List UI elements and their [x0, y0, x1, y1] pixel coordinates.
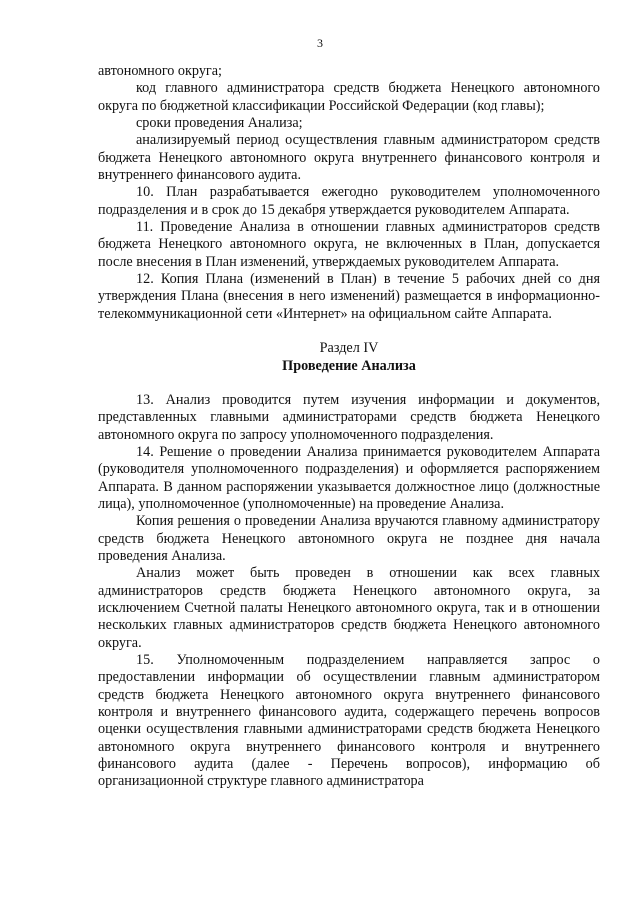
paragraph: анализируемый период осуществления главным администратором средств бюджета Ненецкого автономного округа внутреннего финансового контроля и внутреннего финансового аудита. [98, 132, 600, 184]
paragraph: 12. Копия Плана (изменений в План) в течение 5 рабочих дней со дня утверждения Плана (внесения в него изменений) размещается в информационно-телекоммуникационной сети «Интернет» на официальном сайте Аппарата. [98, 271, 600, 322]
paragraph: автономного округа; [98, 63, 222, 79]
spacer [98, 375, 600, 392]
spacer [98, 323, 600, 340]
paragraph: 10. План разрабатывается ежегодно руководителем уполномоченного подразделения и в срок до 15 декабря утверждается руководителем Аппарата. [98, 184, 600, 218]
paragraph: код главного администратора средств бюджета Ненецкого автономного округа по бюджетной классификации Российской Федерации (код главы); [98, 80, 600, 114]
paragraph: 11. Проведение Анализа в отношении главных администраторов средств бюджета Ненецкого автономного округа, не включенных в План, допускается после внесения в План изменений, утверждаемых руководителем Аппарата. [98, 219, 600, 270]
section-title: Проведение Анализа [282, 357, 416, 374]
paragraph: Копия решения о проведении Анализа вручаются главному администратору средств бюджета Ненецкого автономного округа не позднее дня начала проведения Анализа. [98, 513, 600, 564]
paragraph: 14. Решение о проведении Анализа принимается руководителем Аппарата (руководителя уполномоченного подразделения) и оформляется распоряжением Аппарата. В данном распоряжении указывается должностное лицо (должностные лица), уполномоченное (уполномоченные) на проведение Анализа. [98, 443, 600, 512]
paragraph: 13. Анализ проводится путем изучения информации и документов, представленных главными администраторами средств бюджета Ненецкого автономного округа по запросу уполномоченного подразделения. [98, 391, 600, 443]
page-number: 3 [317, 36, 323, 50]
document-body [98, 63, 600, 791]
paragraph: 15. Уполномоченным подразделением направляется запрос о предоставлении информации об осуществлении главным администратором средств бюджета Ненецкого автономного округа внутреннего финансового контроля и внутреннего финансового аудита, содержащего перечень вопросов оценки осуществления главными администраторами средств бюджета Ненецкого автономного округа внутреннего финансового контроля и внутреннего финансового аудита (далее - Перечень вопросов), информацию об организационной структуре главного администратора [98, 652, 600, 790]
paragraph: Анализ может быть проведен в отношении как всех главных администраторов средств бюджета Ненецкого автономного округа, за исключением Счетной палаты Ненецкого автономного округа, так и в отношении нескольких главных администраторов средств бюджета Ненецкого автономного округа. [98, 565, 600, 651]
paragraph: сроки проведения Анализа; [136, 115, 303, 132]
section-label: Раздел IV [319, 340, 379, 357]
